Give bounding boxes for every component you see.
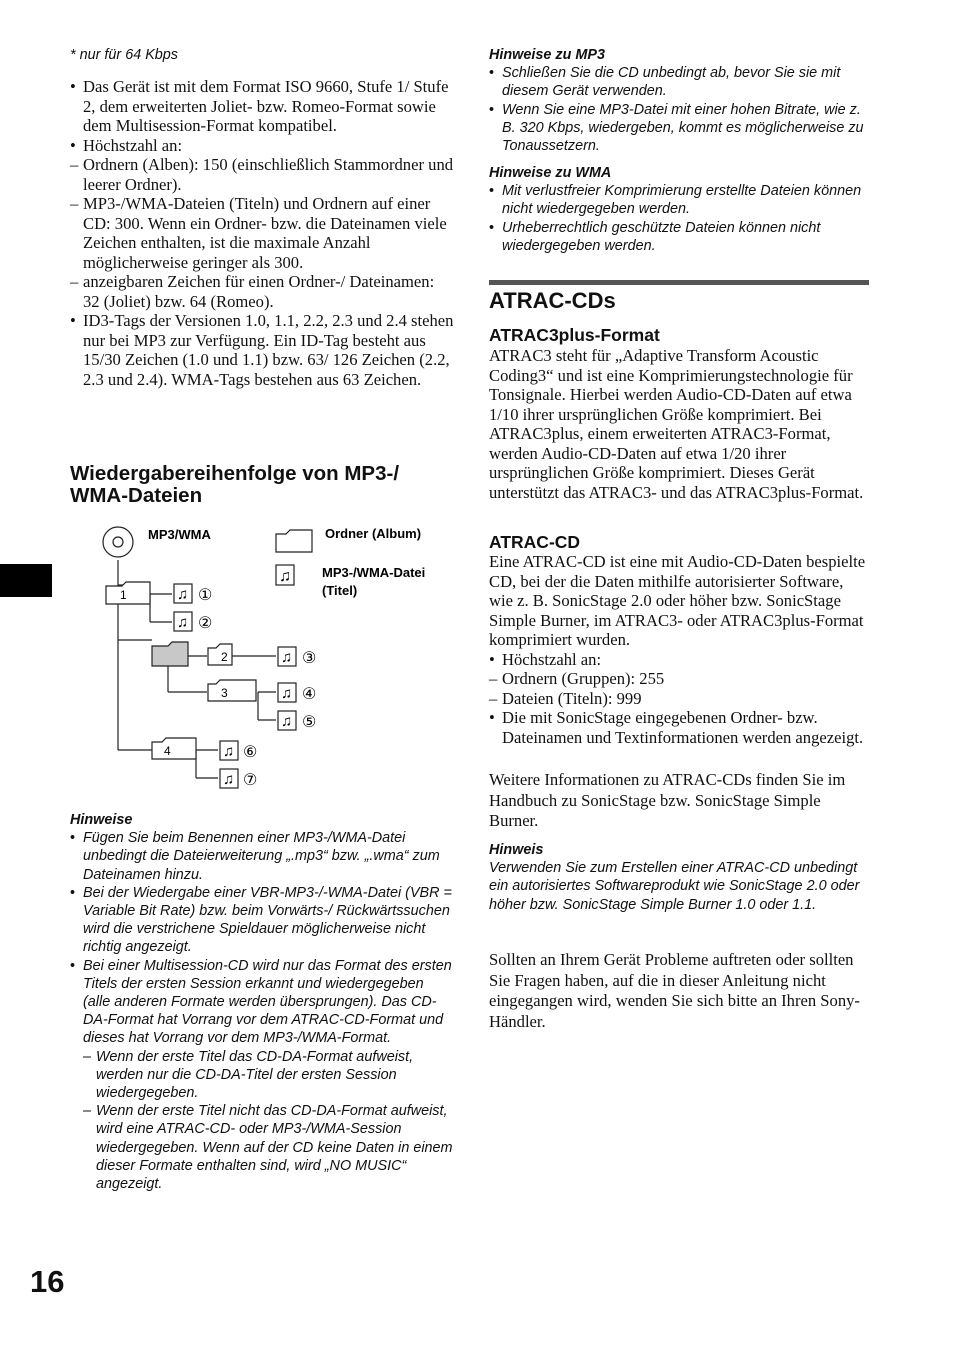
music-file-icon [220, 769, 238, 788]
list-item: • Bei der Wiedergabe einer VBR-MP3-/-WMA-Datei (VBR = Variable Bit Rate) bzw. beim Vorwärts-/ Rückwärtssuchen wird die verstrichene Spieldauer möglicherweise nicht richtig angezeigt. [70, 884, 454, 957]
folder-icon [208, 644, 232, 665]
folder-number: 2 [221, 650, 228, 664]
track-number: ① [198, 587, 213, 604]
list-item: • Das Gerät ist mit dem Format ISO 9660, Stufe 1/ Stufe 2, dem erweiterten Joliet- bzw. Romeo-Format sowie dem Multisession-Format kompatibel. [70, 77, 454, 136]
list-item: – MP3-/WMA-Dateien (Titeln) und Ordnern auf einer CD: 300. Wenn ein Ordner- bzw. die Dateinamen viele Zeichen enthalten, ist die maximale Anzahl möglicherweise geringer als 300. [70, 194, 454, 272]
list-item: • Höchstzahl an: [70, 136, 454, 156]
music-file-icon [278, 683, 296, 702]
footnote: * nur für 64 Kbps [70, 47, 178, 63]
svg-text:♫: ♫ [281, 713, 293, 730]
list-item: • Die mit SonicStage eingegebenen Ordner- bzw. Dateinamen und Textinformationen werden angezeigt. [489, 708, 871, 747]
track-number: ⑤ [302, 714, 317, 731]
list-item: • Schließen Sie die CD unbedingt ab, bevor Sie sie mit diesem Gerät verwenden. [489, 64, 871, 100]
list-item: – anzeigbaren Zeichen für einen Ordner-/ Dateinamen: 32 (Joliet) bzw. 64 (Romeo). [70, 272, 454, 311]
track-number: ⑦ [243, 772, 258, 789]
track-number: ③ [302, 650, 317, 667]
svg-text:♫: ♫ [177, 586, 189, 603]
list-item: • Fügen Sie beim Benennen einer MP3-/WMA-Datei unbedingt die Dateierweiterung „.mp3“ bzw. „.wma“ zum Dateinamen hinzu. [70, 829, 454, 884]
music-file-icon [278, 647, 296, 666]
svg-text:♫: ♫ [281, 685, 293, 702]
music-file-icon [174, 612, 192, 631]
format-list [70, 77, 454, 389]
wma-notes [489, 164, 871, 255]
music-file-icon [220, 741, 238, 760]
svg-text:♫: ♫ [281, 649, 293, 666]
hinweis-block [489, 841, 871, 914]
list-item: • Mit verlustfreier Komprimierung erstellte Dateien können nicht wiedergegeben werden. [489, 182, 871, 218]
wma-notes-title: Hinweise zu WMA [489, 165, 612, 181]
list-item: – Ordnern (Alben): 150 (einschließlich Stammordner und leerer Ordner). [70, 155, 454, 194]
section-title: Wiedergabereihenfolge von MP3-/ WMA-Dateien [70, 462, 400, 507]
folder-icon [106, 582, 150, 604]
mp3-notes-title: Hinweise zu MP3 [489, 47, 605, 63]
svg-text:♫: ♫ [177, 614, 189, 631]
svg-text:♫: ♫ [279, 568, 291, 585]
folder-icon [276, 530, 312, 552]
atrac-heading: ATRAC-CDs [489, 288, 616, 313]
list-item: • Höchstzahl an: [489, 650, 871, 670]
svg-text:♫: ♫ [223, 771, 235, 788]
mp3-notes [489, 46, 871, 155]
atraccd-block [489, 552, 871, 747]
atrac3plus-heading: ATRAC3plus-Format [489, 325, 660, 345]
list-item: • ID3-Tags der Versionen 1.0, 1.1, 2.2, 2.3 und 2.4 stehen nur bei MP3 zur Verfügung. Ein ID-Tag besteht aus 15/30 Zeichen (1.0 und 1.1) bzw. 63/ 126 Zeichen (2.2, 2.3 und 2.4). WMA-Tags bestehen aus 63 Zeichen. [70, 311, 454, 389]
atrac3plus-text: ATRAC3 steht für „Adaptive Transform Acoustic Coding3“ und ist eine Komprimierungstechnologie für Tonsignale. Hierbei werden Audio-CD-Daten auf etwa 1/10 ihrer ursprünglichen Größe komprimiert. Bei ATRAC3plus, einem erweiterten ATRAC3-Format, werden Audio-CD-Daten auf etwa 1/20 ihrer ursprünglichen Größe komprimiert. Dieses Gerät unterstützt das ATRAC3- und das ATRAC3plus-Format. [489, 346, 864, 502]
list-item: • Wenn Sie eine MP3-Datei mit einer hohen Bitrate, wie z. B. 320 Kbps, wiedergeben, kommt es möglicherweise zu Tonaussetzern. [489, 101, 871, 156]
atraccd-heading: ATRAC-CD [489, 532, 581, 552]
more-info-text: Weitere Informationen zu ATRAC-CDs finden Sie im Handbuch zu SonicStage bzw. SonicStage Simple Burner. [489, 770, 846, 830]
list-item: – Ordnern (Gruppen): 255 [489, 669, 871, 689]
track-number: ④ [302, 686, 317, 703]
track-number: ⑥ [243, 744, 258, 761]
hinweis-text: Verwenden Sie zum Erstellen einer ATRAC-CD unbedingt ein autorisiertes Softwareprodukt wie SonicStage 2.0 oder höher bzw. SonicStage Simple Burner 1.0 oder 1.1. [489, 860, 860, 913]
music-file-icon [278, 711, 296, 730]
playback-order-diagram [100, 520, 460, 800]
list-item: • Bei einer Multisession-CD wird nur das Format des ersten Titels der ersten Session erkannt und wiedergegeben (alle anderen Formate werden übersprungen). Das CD-DA-Format hat Vorrang vor dem ATRAC-CD-Format und dieses hat Vorrang vor dem MP3-/WMA-Format. [70, 957, 454, 1048]
disc-icon [103, 527, 133, 557]
hinweise-block [70, 811, 454, 1193]
legend-file-label-2: (Titel) [322, 583, 358, 598]
folder-icon [152, 642, 188, 666]
legend-file-label: MP3-/WMA-Datei [322, 565, 426, 580]
closing-text: Sollten an Ihrem Gerät Probleme auftreten oder sollten Sie Fragen haben, auf die in dieser Anleitung nicht eingegangen wird, wenden Sie sich bitte an Ihren Sony-Händler. [489, 950, 860, 1031]
folder-icon [152, 738, 196, 759]
atraccd-text: Eine ATRAC-CD ist eine mit Audio-CD-Daten bespielte CD, bei der die Daten mithilfe autorisierter Software, wie z. B. SonicStage 2.0 oder höher bzw. SonicStage Simple Burner, im ATRAC3- oder ATRAC3plus-Format komprimiert wurden. [489, 552, 866, 649]
section-rule [489, 280, 869, 285]
folder-number: 1 [120, 588, 127, 602]
folder-number: 3 [221, 686, 228, 700]
hinweise-title: Hinweise [70, 812, 133, 828]
music-file-icon [174, 584, 192, 603]
legend-disc-label: MP3/WMA [148, 527, 211, 542]
folder-icon [208, 680, 256, 701]
list-item: – Wenn der erste Titel nicht das CD-DA-Format aufweist, wird eine ATRAC-CD- oder MP3-/WMA-Session wiedergegeben. Wenn auf der CD keine Daten in einem dieser Formate enthalten sind, wird „NO MUSIC“ angezeigt. [83, 1102, 454, 1193]
track-number: ② [198, 615, 213, 632]
hinweis-title: Hinweis [489, 842, 544, 858]
svg-text:♫: ♫ [223, 743, 235, 760]
music-file-icon [276, 565, 294, 585]
list-item: • Urheberrechtlich geschützte Dateien können nicht wiedergegeben werden. [489, 219, 871, 255]
list-item: – Wenn der erste Titel das CD-DA-Format aufweist, werden nur die CD-DA-Titel der ersten Session wiedergegeben. [83, 1048, 454, 1103]
page-number: 16 [30, 1264, 65, 1299]
list-item: – Dateien (Titeln): 999 [489, 689, 871, 709]
legend-folder-label: Ordner (Album) [325, 526, 422, 541]
folder-number: 4 [164, 744, 171, 758]
section-tab-marker [0, 564, 52, 597]
